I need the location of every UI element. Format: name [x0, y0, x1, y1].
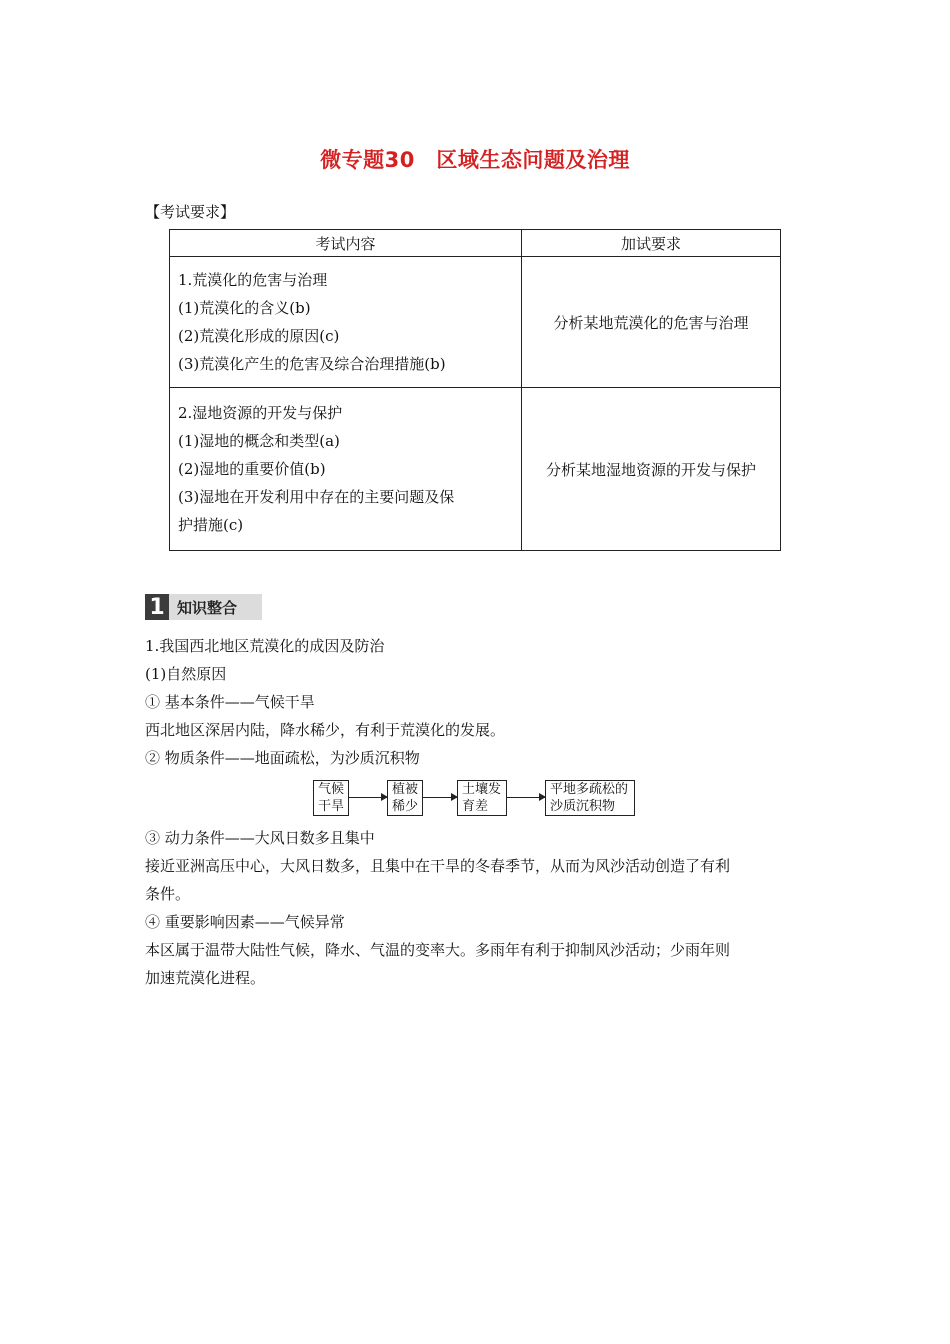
arrow-icon	[349, 797, 387, 798]
column-header-extra: 加试要求	[522, 230, 781, 257]
item-text: 加速荒漠化进程。	[145, 969, 266, 987]
flow-box-line: 气候	[318, 782, 345, 797]
arrow-icon	[423, 797, 457, 798]
content-line: 护措施(c)	[178, 516, 244, 534]
flow-box-line: 植被	[392, 782, 419, 797]
content-line: (3)湿地在开发利用中存在的主要问题及保	[178, 488, 455, 506]
flow-box-line: 平地多疏松的	[550, 782, 629, 797]
arrow-icon	[507, 797, 545, 798]
table-row	[170, 388, 781, 551]
flow-box	[457, 780, 507, 816]
item-title: ② 物质条件——地面疏松，为沙质沉积物	[145, 749, 420, 767]
flow-box	[387, 780, 423, 816]
flow-box	[545, 780, 635, 816]
content-cell	[170, 388, 522, 551]
content-line: (1)荒漠化的含义(b)	[178, 299, 311, 317]
flow-box-line: 育差	[462, 799, 489, 814]
flow-box	[313, 780, 349, 816]
section-badge	[145, 594, 262, 620]
requirements-table	[169, 229, 781, 551]
page-title: 微专题30 区域生态问题及治理	[320, 148, 630, 172]
section-label: 知识整合	[177, 598, 238, 617]
flow-box-line: 沙质沉积物	[550, 799, 616, 814]
flow-box-line: 干旱	[318, 799, 345, 814]
section-number: 1	[145, 594, 169, 620]
item-title: ④ 重要影响因素——气候异常	[145, 913, 345, 931]
extra-requirement-cell: 分析某地湿地资源的开发与保护	[522, 388, 781, 551]
table-header-row	[170, 230, 781, 257]
extra-requirement-cell: 分析某地荒漠化的危害与治理	[522, 257, 781, 388]
item-text: 西北地区深居内陆，降水稀少，有利于荒漠化的发展。	[145, 721, 506, 739]
item-text: 本区属于温带大陆性气候，降水、气温的变率大。多雨年有利于抑制风沙活动；少雨年则	[145, 941, 731, 959]
table-row	[170, 257, 781, 388]
content-line: (2)荒漠化形成的原因(c)	[178, 327, 340, 345]
item-text: 接近亚洲高压中心，大风日数多，且集中在干旱的冬春季节，从而为风沙活动创造了有利	[145, 857, 731, 875]
requirements-label: 【考试要求】	[145, 203, 236, 221]
content-line: 2.湿地资源的开发与保护	[178, 404, 343, 422]
content-line: (3)荒漠化产生的危害及综合治理措施(b)	[178, 355, 446, 373]
subheading: (1)自然原因	[145, 665, 227, 683]
item-title: ③ 动力条件——大风日数多且集中	[145, 829, 375, 847]
content-line: 1.荒漠化的危害与治理	[178, 271, 328, 289]
column-header-content: 考试内容	[170, 230, 522, 257]
content-cell	[170, 257, 522, 388]
flow-box-line: 土壤发	[462, 782, 502, 797]
content-line: (1)湿地的概念和类型(a)	[178, 432, 340, 450]
item-text: 条件。	[145, 885, 191, 903]
body-heading: 1.我国西北地区荒漠化的成因及防治	[145, 637, 385, 655]
content-line: (2)湿地的重要价值(b)	[178, 460, 326, 478]
item-title: ① 基本条件——气候干旱	[145, 693, 315, 711]
flow-box-line: 稀少	[392, 799, 419, 814]
flow-diagram	[313, 780, 635, 818]
